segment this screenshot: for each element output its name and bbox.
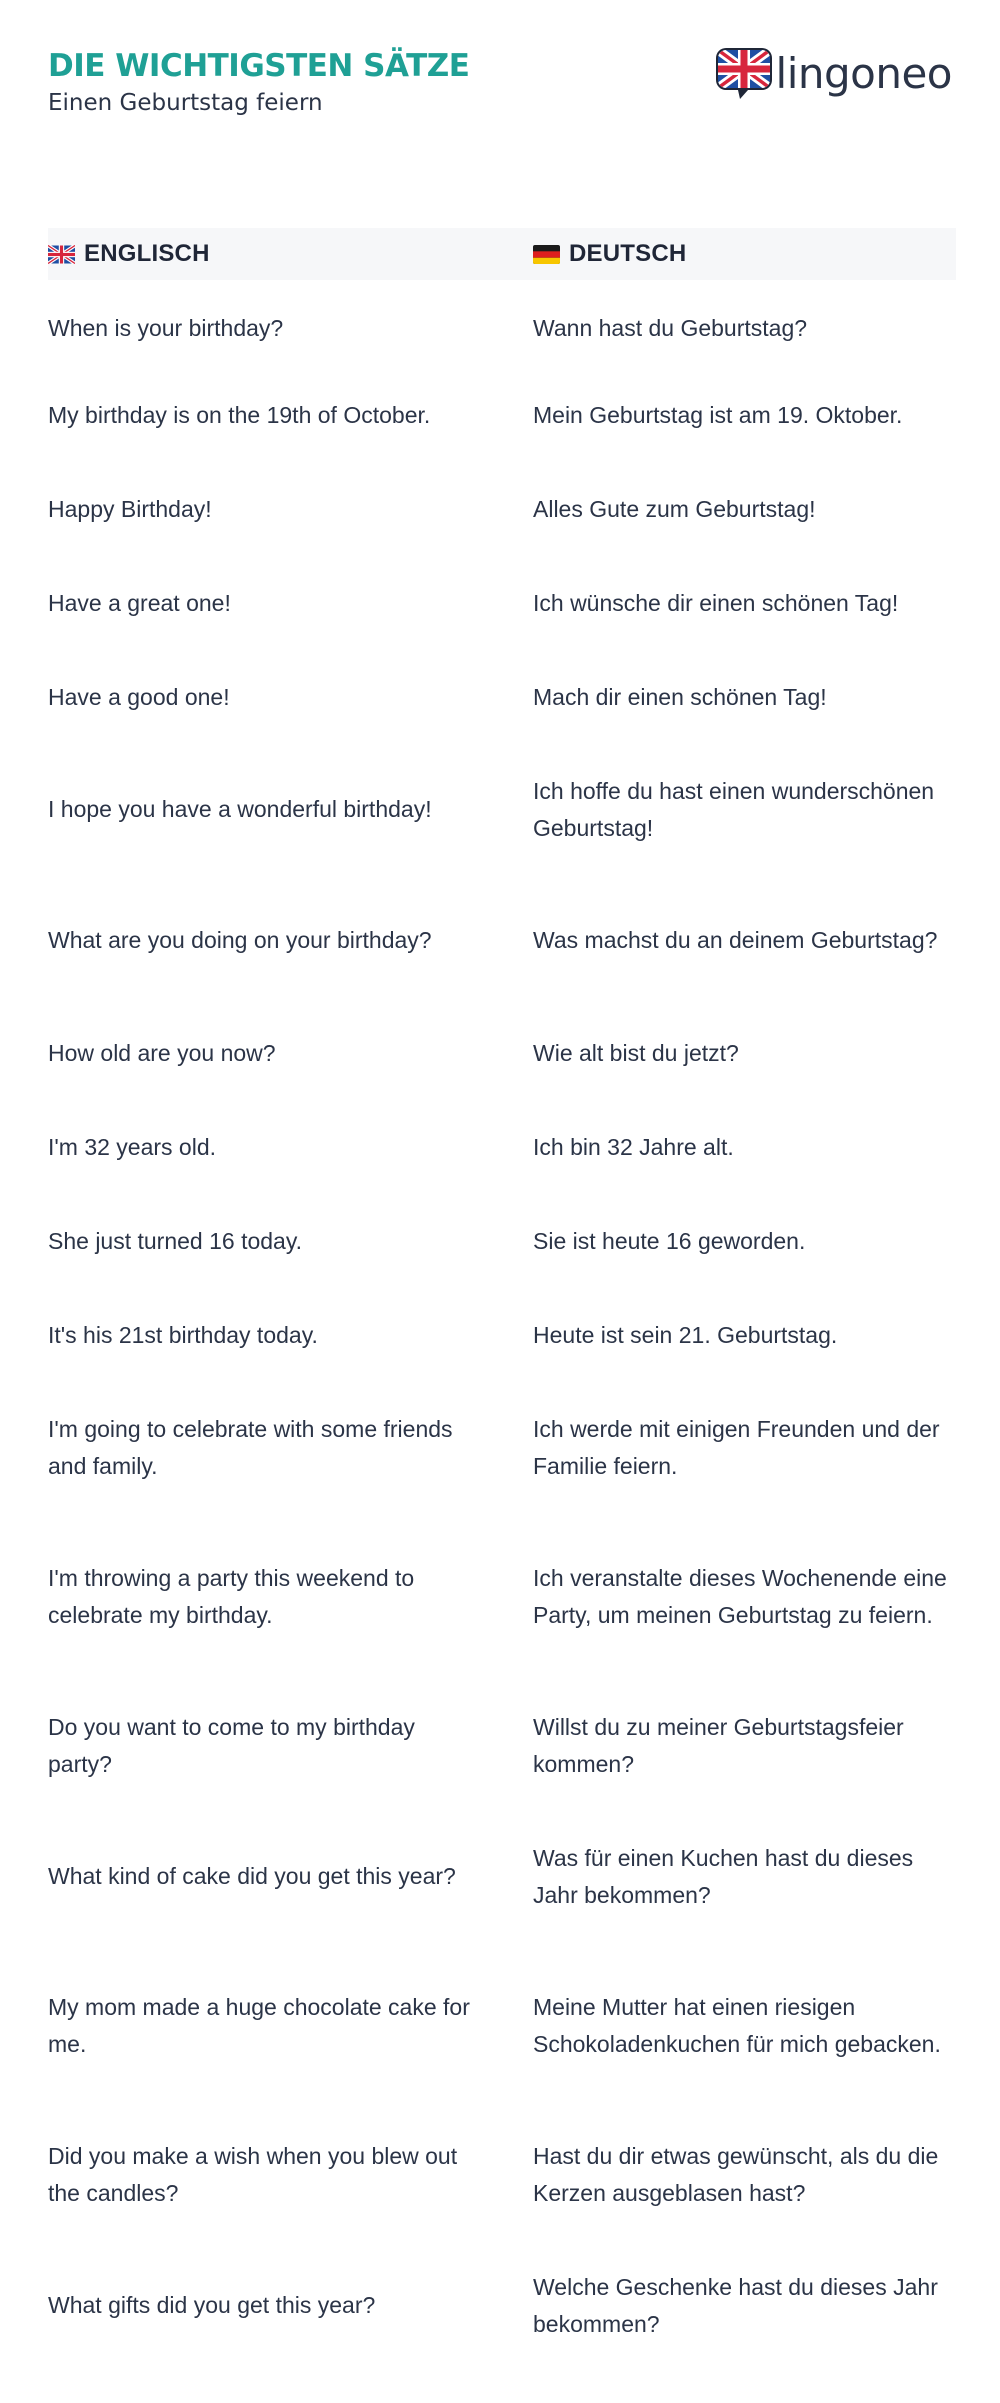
phrase-row xyxy=(48,1513,956,1680)
table-header xyxy=(48,228,956,280)
german-phrase: Sie ist heute 16 geworden. xyxy=(533,1227,806,1254)
german-phrase: Meine Mutter hat einen riesigen Schokoladenkuchen für mich gebacken. xyxy=(533,1993,941,2057)
english-phrase: How old are you now? xyxy=(48,1039,276,1066)
german-phrase: Alles Gute zum Geburtstag! xyxy=(533,495,816,522)
phrase-row xyxy=(48,1006,956,1100)
english-phrase: She just turned 16 today. xyxy=(48,1227,303,1254)
english-phrase: Have a great one! xyxy=(48,589,231,616)
english-phrase: Have a good one! xyxy=(48,683,230,710)
phrase-row xyxy=(48,1680,956,1811)
logo-text: lingoneo xyxy=(775,49,952,98)
german-phrase: Was machst du an deinem Geburtstag? xyxy=(533,927,938,953)
phrase-row xyxy=(48,744,956,875)
english-phrase: When is your birthday? xyxy=(48,314,284,341)
english-phrase: My mom made a huge chocolate cake for me. xyxy=(48,1993,470,2057)
german-phrase: Welche Geschenke hast du dieses Jahr bekommen? xyxy=(533,2273,938,2337)
german-phrase: Mach dir einen schönen Tag! xyxy=(533,683,827,710)
germany-flag-icon xyxy=(533,245,569,264)
german-phrase: Ich wünsche dir einen schönen Tag! xyxy=(533,589,899,616)
german-phrase: Heute ist sein 21. Geburtstag. xyxy=(533,1321,838,1348)
german-phrase: Ich veranstalte dieses Wochenende eine Party, um meinen Geburtstag zu feiern. xyxy=(533,1564,947,1628)
phrase-row xyxy=(48,288,956,368)
page-subtitle: Einen Geburtstag feiern xyxy=(48,90,323,116)
phrase-row xyxy=(48,1942,956,2109)
german-phrase: Mein Geburtstag ist am 19. Oktober. xyxy=(533,401,903,428)
german-phrase: Willst du zu meiner Geburtstagsfeier kommen? xyxy=(533,1713,904,1777)
phrase-row xyxy=(48,1288,956,1382)
phrase-row xyxy=(48,650,956,744)
phrase-row xyxy=(48,2109,956,2240)
english-phrase: I'm 32 years old. xyxy=(48,1133,217,1160)
column-header-english-label: ENGLISCH xyxy=(84,240,210,267)
phrase-table xyxy=(48,288,956,2371)
german-phrase: Wann hast du Geburtstag? xyxy=(533,314,808,341)
german-phrase: Hast du dir etwas gewünscht, als du die Kerzen ausgeblasen hast? xyxy=(533,2142,939,2206)
phrase-row xyxy=(48,1382,956,1513)
german-phrase: Ich bin 32 Jahre alt. xyxy=(533,1133,734,1160)
page-title: DIE WICHTIGSTEN SÄTZE xyxy=(48,48,470,84)
english-phrase: I'm going to celebrate with some friends and family. xyxy=(48,1415,453,1479)
column-header-english xyxy=(48,240,210,268)
phrase-row xyxy=(48,2240,956,2371)
phrase-row xyxy=(48,462,956,556)
english-phrase: I hope you have a wonderful birthday! xyxy=(48,796,432,822)
lingoneo-logo xyxy=(716,46,952,102)
uk-flag-speech-bubble-icon xyxy=(716,48,772,100)
column-header-german xyxy=(533,240,686,268)
german-phrase: Was für einen Kuchen hast du dieses Jahr bekommen? xyxy=(533,1844,914,1908)
german-phrase: Ich werde mit einigen Freunden und der Familie feiern. xyxy=(533,1415,940,1479)
english-phrase: I'm throwing a party this weekend to celebrate my birthday. xyxy=(48,1564,415,1628)
uk-flag-icon xyxy=(48,245,84,264)
phrase-row xyxy=(48,556,956,650)
german-phrase: Ich hoffe du hast einen wunderschönen Geburtstag! xyxy=(533,777,935,841)
english-phrase: Do you want to come to my birthday party? xyxy=(48,1713,415,1777)
english-phrase: What gifts did you get this year? xyxy=(48,2292,376,2318)
german-phrase: Wie alt bist du jetzt? xyxy=(533,1039,739,1066)
english-phrase: Happy Birthday! xyxy=(48,495,212,522)
column-header-german-label: DEUTSCH xyxy=(569,240,687,267)
phrase-row xyxy=(48,1811,956,1942)
english-phrase: It's his 21st birthday today. xyxy=(48,1321,318,1348)
english-phrase: My birthday is on the 19th of October. xyxy=(48,401,431,428)
phrase-row xyxy=(48,1194,956,1288)
english-phrase: What kind of cake did you get this year? xyxy=(48,1863,456,1889)
phrase-row xyxy=(48,875,956,1006)
phrase-row xyxy=(48,368,956,462)
header xyxy=(48,46,952,136)
english-phrase: What are you doing on your birthday? xyxy=(48,927,432,953)
phrase-row xyxy=(48,1100,956,1194)
english-phrase: Did you make a wish when you blew out the candles? xyxy=(48,2142,458,2206)
